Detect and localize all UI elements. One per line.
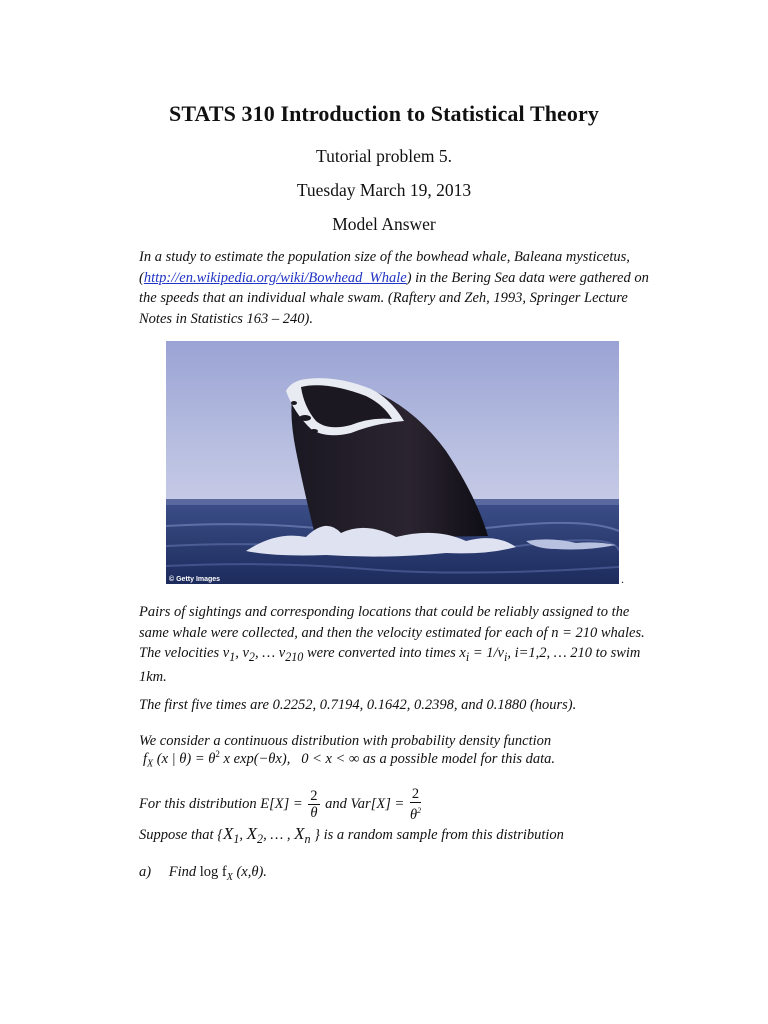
part-a xyxy=(139,864,267,883)
p6-sep: , xyxy=(239,827,247,843)
var-den-sup: 2 xyxy=(417,806,422,815)
p5-text-a: For this distribution E[X] = xyxy=(139,795,307,812)
formula-range: 0 < x < ∞ xyxy=(301,750,360,767)
intro-text-a: In a study to estimate the population size of the bowhead whale, Baleana mysticetus, ( xyxy=(139,249,630,286)
p2-text-d: were converted into times x xyxy=(303,645,466,661)
formula-rhs: x exp(−θx), xyxy=(223,750,291,767)
density-intro-paragraph: We consider a continuous distribution with probability density function xyxy=(139,733,552,749)
sub-i-x: i xyxy=(465,649,470,664)
random-sample-paragraph xyxy=(139,824,649,849)
part-a-expr: log f xyxy=(199,864,227,880)
p2-text-a: Pairs of sightings and corresponding locations that could be reliably assigned to the same whale were collected, and then the velocity estimated for each of n = 210 whales. The velocities v xyxy=(139,604,645,661)
p5-text-mid: and Var[X] = xyxy=(325,795,408,812)
bowhead-whale-photo xyxy=(166,341,619,584)
p6-x2: X xyxy=(246,824,258,843)
part-a-sub: X xyxy=(226,871,233,883)
formula-arg: (x | θ) xyxy=(156,750,192,767)
formula-tail: as a possible model for this data. xyxy=(362,750,556,767)
mean-den: θ xyxy=(310,804,318,821)
mean-num: 2 xyxy=(310,787,318,804)
model-answer-label: Model Answer xyxy=(332,214,436,234)
p2-text-c: , … v xyxy=(254,645,286,661)
var-num: 2 xyxy=(411,786,420,802)
p6-subn: n xyxy=(304,831,311,846)
photo-credit: © Getty Images xyxy=(169,576,221,583)
page-title: STATS 310 Introduction to Statistical Theory xyxy=(169,101,599,126)
var-den: θ xyxy=(409,806,418,823)
part-a-label: a) xyxy=(139,864,152,880)
p6-sub1: 1 xyxy=(233,831,240,846)
part-a-text: Find xyxy=(168,864,197,880)
sub-1: 1 xyxy=(229,649,236,664)
p2-text-e: = 1/v xyxy=(469,645,504,661)
p2-text-f: , i=1,2, … 210 to swim 1km. xyxy=(139,645,641,686)
sub-i-v: i xyxy=(503,649,508,664)
p2-text-b: , v xyxy=(235,645,249,661)
wikipedia-link[interactable]: http://en.wikipedia.org/wiki/Bowhead_Whale xyxy=(143,269,407,286)
formula-sq: 2 xyxy=(215,749,220,759)
date-label: Tuesday March 19, 2013 xyxy=(296,180,472,200)
part-a-args: (x,θ). xyxy=(236,864,267,880)
p6-dots: , … , xyxy=(263,827,295,843)
whale-image xyxy=(166,341,619,584)
sub-210: 210 xyxy=(285,649,304,664)
sub-2: 2 xyxy=(248,649,255,664)
expectation-paragraph xyxy=(139,786,423,823)
intro-paragraph xyxy=(139,247,649,329)
photo-trailing-dot: . xyxy=(621,572,624,586)
variance-fraction xyxy=(410,786,421,823)
p6-text-b: } is a random sample from this distribution xyxy=(310,827,564,843)
mean-fraction xyxy=(308,788,319,821)
p6-xn: X xyxy=(294,824,305,843)
intro-text-b: ) in the Bering Sea data were gathered on the speeds that an individual whale swam. (Raftery and Zeh, 1993, Springer Lecture Notes in Statistics 163 – 240). xyxy=(139,269,649,327)
formula-eq: = θ xyxy=(191,750,216,767)
density-formula xyxy=(143,749,555,770)
formula-f: f xyxy=(143,750,148,767)
p6-sub2: 2 xyxy=(257,831,264,846)
p6-x1: X xyxy=(222,824,234,843)
sightings-paragraph xyxy=(139,602,649,688)
first-five-times-paragraph: The first five times are 0.2252, 0.7194, 0.1642, 0.2398, and 0.1880 (hours). xyxy=(139,697,577,713)
formula-sub-x: X xyxy=(147,758,154,770)
tutorial-label: Tutorial problem 5. xyxy=(316,146,452,166)
p6-text-a: Suppose that { xyxy=(139,827,223,843)
